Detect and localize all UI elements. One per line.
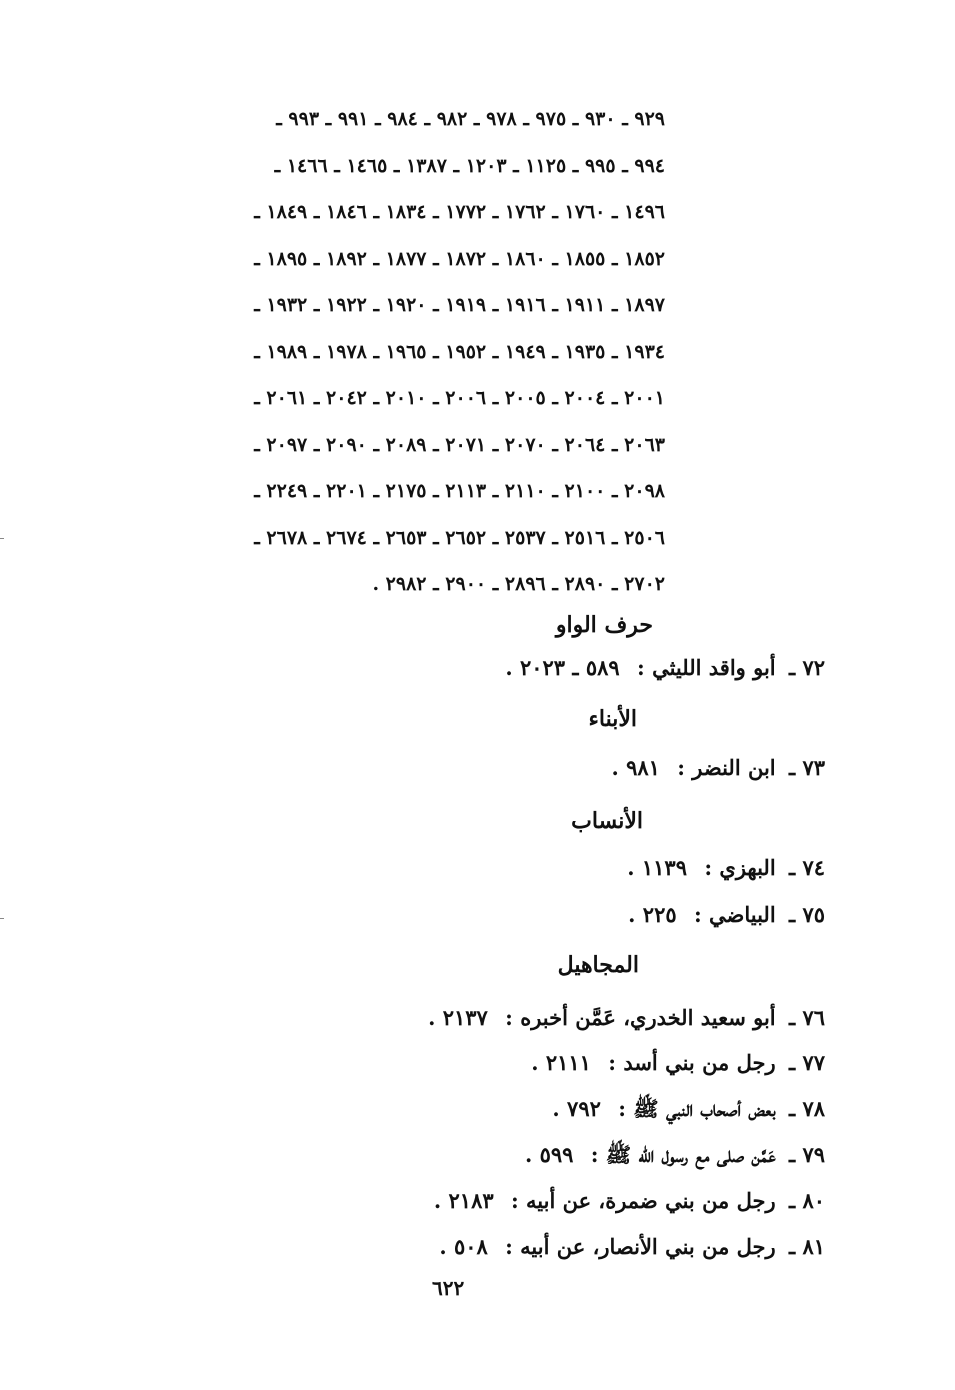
entry-refs: ١١٣٩ . <box>627 855 687 880</box>
entry-72 <box>505 655 825 680</box>
entry-number: ٧٢ ـ <box>788 655 825 680</box>
entry-name: رجل من بني ضمرة، عن أبيه : <box>510 1188 776 1213</box>
entry-number: ٧٨ ـ <box>788 1096 825 1121</box>
entry-refs: ٧٩٢ . <box>552 1096 601 1121</box>
entry-number: ٧٩ ـ <box>788 1142 825 1167</box>
reference-line: ١٤٩٦ ـ ١٧٦٠ ـ ١٧٦٢ ـ ١٧٧٢ ـ ١٨٣٤ ـ ١٨٤٦ ـ ١٨٤٩ ـ <box>254 201 665 223</box>
entry-name: أبو واقد الليثي : <box>637 655 776 680</box>
reference-line: ١٨٥٢ ـ ١٨٥٥ ـ ١٨٦٠ ـ ١٨٧٢ ـ ١٨٧٧ ـ ١٨٩٢ ـ ١٨٩٥ ـ <box>254 247 665 270</box>
entry-number: ٧٦ ـ <box>788 1005 825 1030</box>
reference-line: ٩٩٤ ـ ٩٩٥ ـ ١١٢٥ ـ ١٢٠٣ ـ ١٣٨٧ ـ ١٤٦٥ ـ ١٤٦٦ ـ <box>274 154 665 177</box>
entry-name: عَمَّن صلى مع رسول الله ﷺ : <box>590 1142 776 1167</box>
reference-line: ٢٠٠١ ـ ٢٠٠٤ ـ ٢٠٠٥ ـ ٢٠٠٦ ـ ٢٠١٠ ـ ٢٠٤٢ ـ ٢٠٦١ ـ <box>254 387 665 409</box>
entry-80 <box>434 1188 825 1213</box>
hadith-reference-list <box>120 100 665 612</box>
entry-refs: ٥٠٨ . <box>439 1234 488 1259</box>
entry-refs: ٢٢٥ . <box>628 902 677 927</box>
page-number: ٦٢٢ <box>432 1276 465 1300</box>
entry-number: ٨١ ـ <box>788 1234 825 1259</box>
scan-edge-mark <box>0 538 4 539</box>
entry-78 <box>552 1096 825 1127</box>
entry-name: رجل من بني الأنصار، عن أبيه : <box>505 1234 776 1259</box>
reference-line: ٢٠٦٣ ـ ٢٠٦٤ ـ ٢٠٧٠ ـ ٢٠٧١ ـ ٢٠٨٩ ـ ٢٠٩٠ ـ ٢٠٩٧ ـ <box>254 433 665 456</box>
entry-refs: ٥٨٩ ـ ٢٠٢٣ . <box>505 655 620 680</box>
entry-number: ٧٥ ـ <box>788 902 825 927</box>
entry-name: أبو سعيد الخدري، عَمَّن أخبره : <box>505 1005 776 1030</box>
entry-75 <box>628 902 825 927</box>
entry-name: البياضي : <box>693 902 776 927</box>
section-heading-majahil: المجاهيل <box>557 952 639 978</box>
reference-line: ١٩٣٤ ـ ١٩٣٥ ـ ١٩٤٩ ـ ١٩٥٢ ـ ١٩٦٥ ـ ١٩٧٨ ـ ١٩٨٩ ـ <box>254 340 665 363</box>
entry-refs: ٢١٨٣ . <box>433 1188 494 1213</box>
entry-refs: ٢١١١ . <box>531 1050 591 1075</box>
reference-line: ٩٢٩ ـ ٩٣٠ ـ ٩٧٥ ـ ٩٧٨ ـ ٩٨٢ ـ ٩٨٤ ـ ٩٩١ ـ ٩٩٣ ـ <box>276 108 665 130</box>
section-heading-ansab: الأنساب <box>571 808 643 834</box>
entry-76 <box>428 1005 825 1030</box>
entry-81 <box>439 1234 825 1259</box>
reference-line: ١٨٩٧ ـ ١٩١١ ـ ١٩١٦ ـ ١٩١٩ ـ ١٩٢٠ ـ ١٩٢٢ ـ ١٩٣٢ ـ <box>254 294 665 316</box>
entry-name: ابن النضر : <box>677 755 776 780</box>
scan-edge-mark <box>0 918 4 919</box>
entry-refs: ٥٩٩ . <box>524 1142 574 1167</box>
reference-line: ٢٠٩٨ ـ ٢١٠٠ ـ ٢١١٠ ـ ٢١١٣ ـ ٢١٧٥ ـ ٢٢٠١ ـ ٢٢٤٩ ـ <box>254 480 665 502</box>
entry-name: بعض أصحاب النبي ﷺ : <box>618 1096 776 1121</box>
entry-77 <box>531 1050 825 1075</box>
entry-number: ٧٤ ـ <box>788 855 825 880</box>
reference-line: ٢٥٠٦ ـ ٢٥١٦ ـ ٢٥٣٧ ـ ٢٦٥٢ ـ ٢٦٥٣ ـ ٢٦٧٤ ـ ٢٦٧٨ ـ <box>254 526 665 549</box>
entry-refs: ٢١٣٧ . <box>428 1005 488 1030</box>
entry-74 <box>627 855 825 880</box>
section-heading-abnaa: الأبناء <box>588 706 637 732</box>
entry-number: ٨٠ ـ <box>788 1188 825 1213</box>
entry-number: ٧٣ ـ <box>788 755 825 780</box>
section-heading-waw: حرف الواو <box>555 612 653 638</box>
entry-number: ٧٧ ـ <box>788 1050 825 1075</box>
entry-name: البهزي : <box>704 855 776 880</box>
entry-name: رجل من بني أسد : <box>608 1050 776 1075</box>
reference-line-last: ٢٧٠٢ ـ ٢٨٩٠ ـ ٢٨٩٦ ـ ٢٩٠٠ ـ ٢٩٨٢ . <box>372 573 665 595</box>
entry-refs: ٩٨١ . <box>611 755 660 780</box>
entry-79 <box>525 1142 825 1173</box>
entry-73 <box>611 755 825 780</box>
